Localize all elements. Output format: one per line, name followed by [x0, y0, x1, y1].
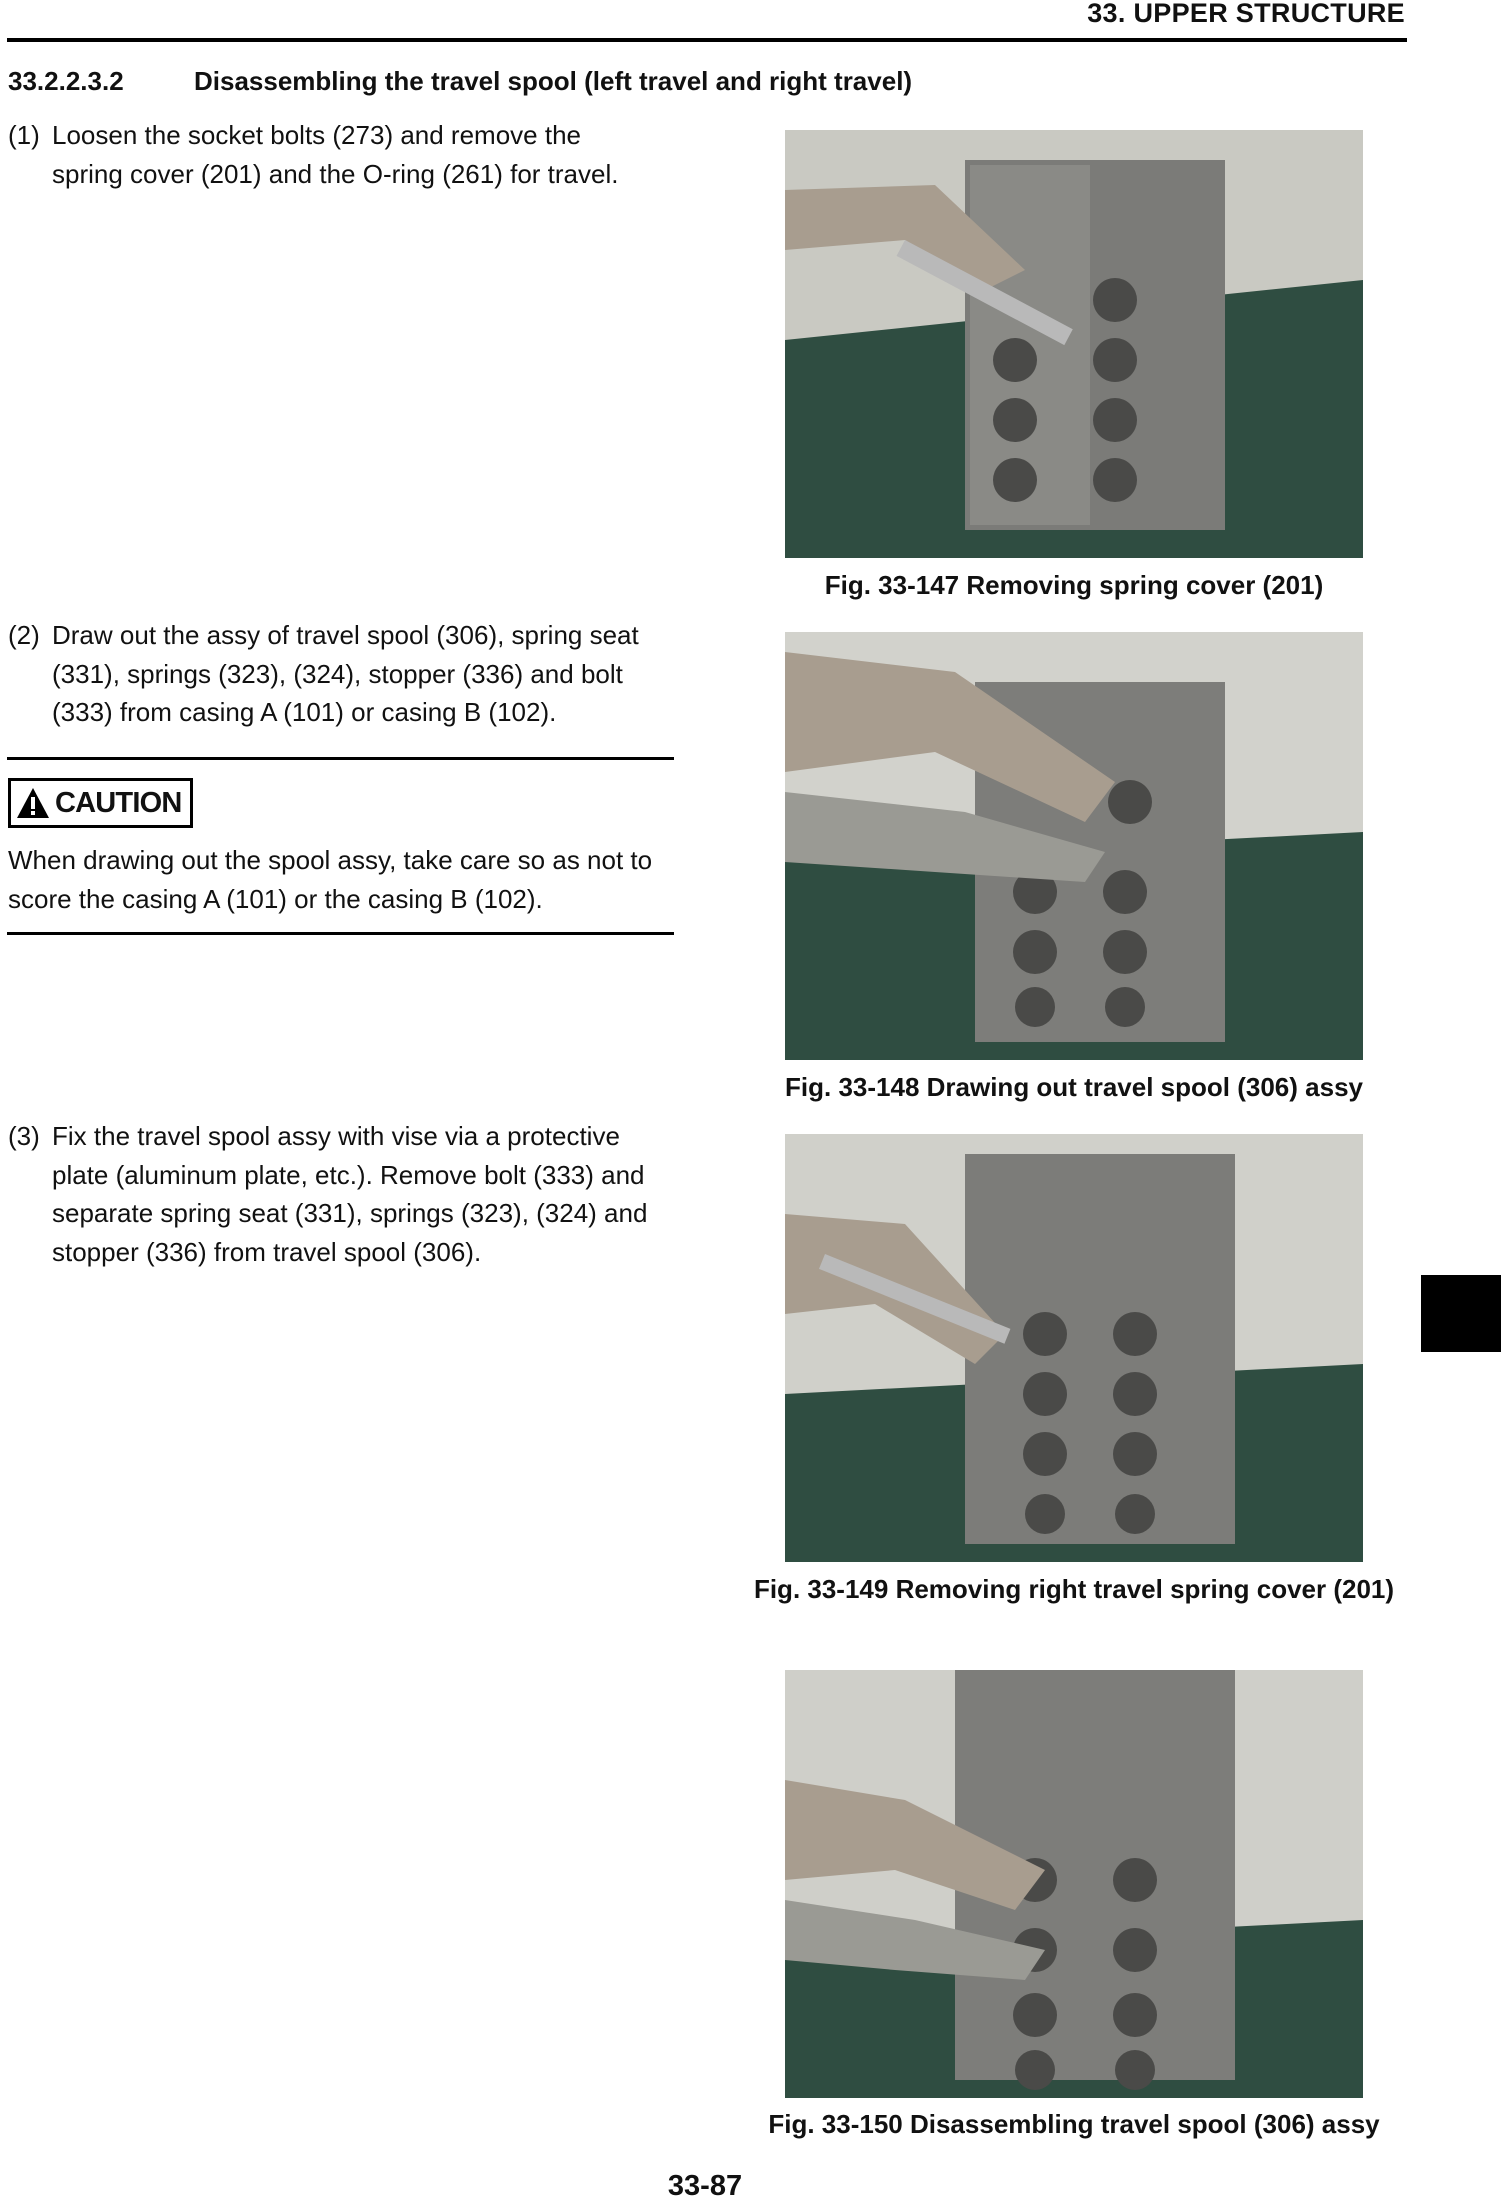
figure-147-photo — [785, 130, 1363, 558]
figure-150-caption: Fig. 33-150 Disassembling travel spool (306) assy — [768, 2109, 1380, 2139]
figure-148-caption: Fig. 33-148 Drawing out travel spool (306) assy — [785, 1072, 1363, 1102]
step-3 — [8, 1117, 678, 1271]
caution-bottom-rule — [7, 932, 674, 935]
step-3-number: (3) — [8, 1121, 40, 1151]
figure-150-photo — [785, 1670, 1363, 2098]
step-1-text: Loosen the socket bolts (273) and remove the spring cover (201) and the O-ring (261) for travel. — [52, 120, 619, 189]
section-number: 33.2.2.3.2 — [8, 66, 124, 96]
caution-text: When drawing out the spool assy, take care so as not to score the casing A (101) or the casing B (102). — [8, 845, 653, 914]
chapter-tab-marker — [1421, 1275, 1501, 1352]
figure-149-caption: Fig. 33-149 Removing right travel spring cover (201) — [753, 1574, 1395, 1604]
figure-149-photo — [785, 1134, 1363, 1562]
caution-label: CAUTION — [55, 786, 182, 819]
step-2 — [8, 616, 678, 732]
caution-top-rule — [7, 757, 674, 760]
warning-triangle-icon — [15, 786, 51, 820]
chapter-header: 33. UPPER STRUCTURE — [1087, 0, 1405, 28]
step-2-number: (2) — [8, 620, 40, 650]
page-number: 33-87 — [667, 2170, 743, 2202]
step-1-number: (1) — [8, 120, 40, 150]
figure-147-caption: Fig. 33-147 Removing spring cover (201) — [824, 570, 1324, 600]
step-1 — [8, 116, 638, 193]
step-2-text: Draw out the assy of travel spool (306), spring seat (331), springs (323), (324), stopper (336) and bolt (333) from casing A (101) or casing B (102). — [52, 620, 639, 727]
figure-148-photo — [785, 632, 1363, 1060]
section-title: Disassembling the travel spool (left travel and right travel) — [194, 66, 913, 96]
step-3-text: Fix the travel spool assy with vise via a protective plate (aluminum plate, etc.). Remove bolt (333) and separate spring seat (331), springs (323), (324) and stopper (336) from travel spool (306). — [52, 1121, 648, 1267]
header-divider — [7, 38, 1407, 42]
caution-badge — [8, 778, 193, 828]
